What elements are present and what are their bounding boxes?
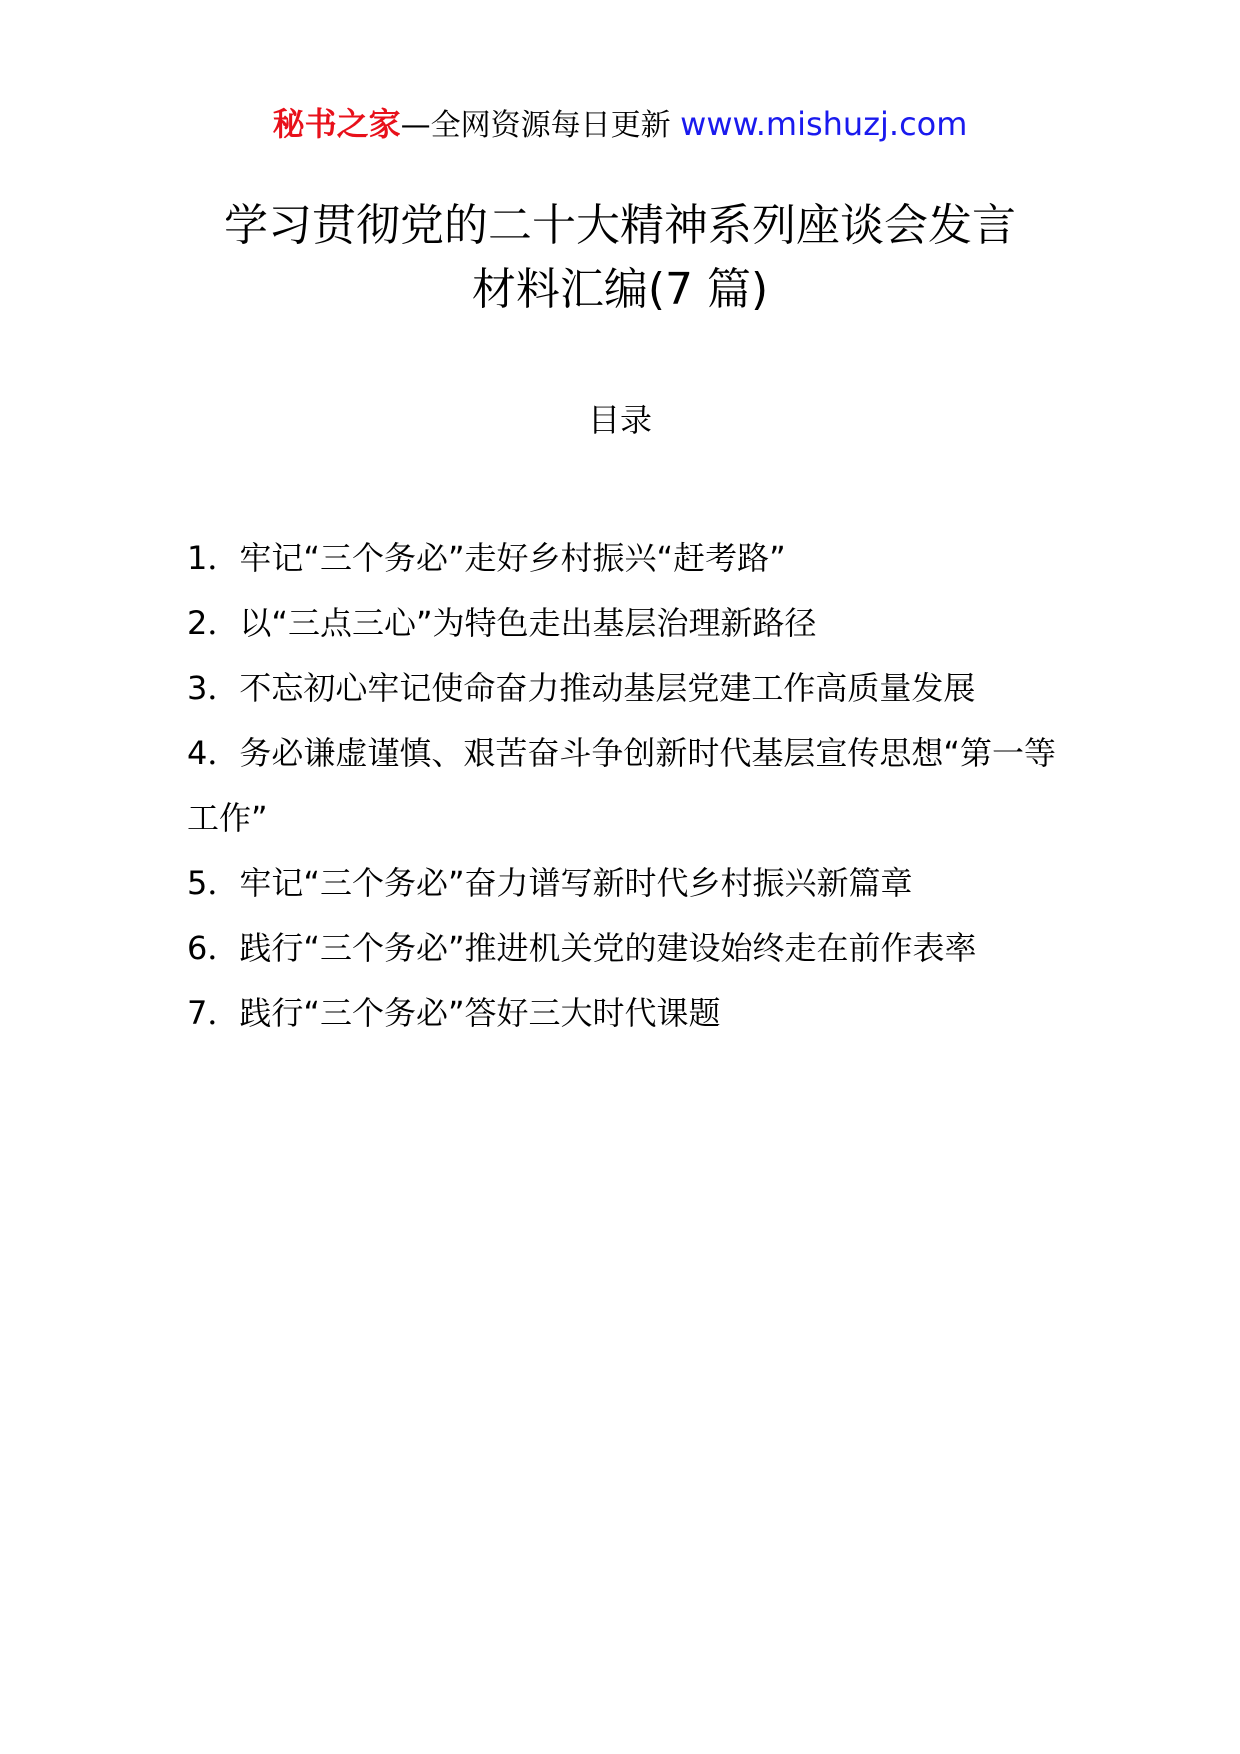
document-title — [0, 194, 1240, 322]
title-line-2: 材料汇编(7 篇) — [471, 264, 769, 315]
toc-item: 5．牢记“三个务必”奋力谱写新时代乡村振兴新篇章 — [187, 864, 913, 902]
header-tagline: —全网资源每日更新 — [400, 108, 671, 143]
site-url-link[interactable]: www.mishuzj.com — [680, 105, 968, 143]
toc-item: 2．以“三点三心”为特色走出基层治理新路径 — [187, 604, 817, 642]
toc-item: 6．践行“三个务必”推进机关党的建设始终走在前作表率 — [187, 929, 977, 967]
toc-heading: 目录 — [587, 401, 652, 439]
toc-item: 3．不忘初心牢记使命奋力推动基层党建工作高质量发展 — [187, 669, 976, 707]
site-header — [0, 100, 1240, 150]
title-line-1: 学习贯彻党的二十大精神系列座谈会发言 — [224, 200, 1016, 251]
table-of-contents — [187, 526, 1067, 1046]
toc-item: 7．践行“三个务必”答好三大时代课题 — [187, 994, 721, 1032]
toc-item: 1．牢记“三个务必”走好乡村振兴“赶考路” — [187, 539, 786, 577]
toc-item: 4．务必谦虚谨慎、艰苦奋斗争创新时代基层宣传思想“第一等工作” — [187, 734, 1056, 837]
brand-name: 秘书之家 — [272, 105, 401, 143]
